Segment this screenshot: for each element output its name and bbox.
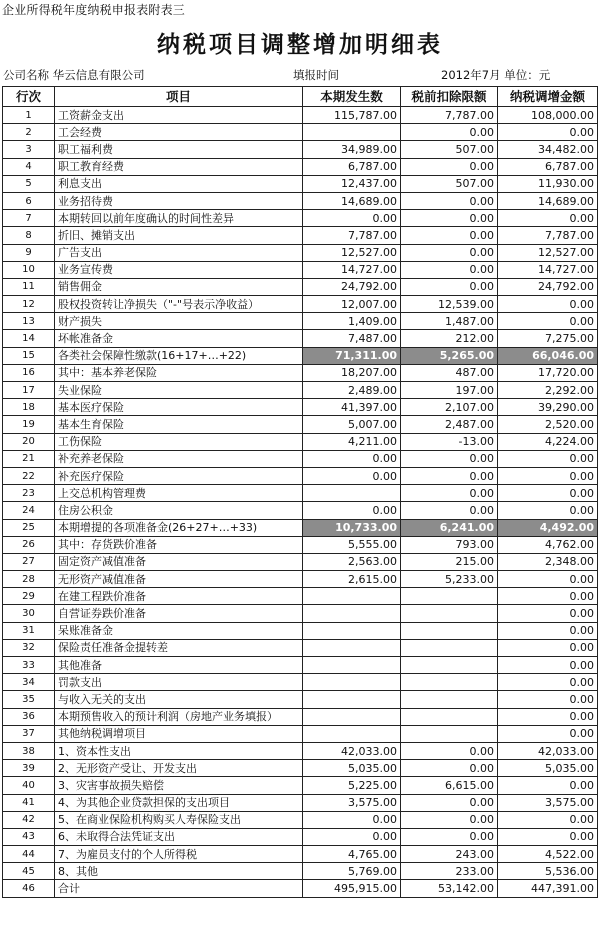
- table-row: [3, 639, 598, 656]
- row-amount: 41,397.00: [303, 399, 401, 416]
- row-limit: 7,787.00: [401, 107, 498, 124]
- table-row: [3, 244, 598, 261]
- table-row: [3, 880, 598, 897]
- table-row: [3, 124, 598, 141]
- row-seq: 6: [3, 192, 55, 209]
- row-seq: 3: [3, 141, 55, 158]
- row-adjust: 0.00: [498, 657, 598, 674]
- row-seq: 25: [3, 519, 55, 536]
- row-item: 失业保险: [55, 382, 303, 399]
- row-limit: 0.00: [401, 811, 498, 828]
- row-item: 本期预售收入的预计利润（房地产业务填报）: [55, 708, 303, 725]
- row-adjust: 2,292.00: [498, 382, 598, 399]
- table-row: [3, 467, 598, 484]
- row-adjust: 4,522.00: [498, 846, 598, 863]
- row-item: 3、灾害事故损失赔偿: [55, 777, 303, 794]
- table-row: [3, 210, 598, 227]
- row-item: 其他准备: [55, 657, 303, 674]
- row-limit: 0.00: [401, 502, 498, 519]
- row-seq: 4: [3, 158, 55, 175]
- table-row: [3, 553, 598, 570]
- row-item: 职工教育经费: [55, 158, 303, 175]
- row-seq: 23: [3, 485, 55, 502]
- row-amount: 0.00: [303, 811, 401, 828]
- col-header-limit: 税前扣除限额: [401, 87, 498, 107]
- row-adjust: 34,482.00: [498, 141, 598, 158]
- row-limit: 0.00: [401, 124, 498, 141]
- row-amount: 7,487.00: [303, 330, 401, 347]
- row-limit: 0.00: [401, 261, 498, 278]
- row-adjust: 3,575.00: [498, 794, 598, 811]
- row-adjust: 2,520.00: [498, 416, 598, 433]
- row-adjust: 7,787.00: [498, 227, 598, 244]
- row-adjust: 14,689.00: [498, 192, 598, 209]
- row-item: 销售佣金: [55, 278, 303, 295]
- table-row: [3, 175, 598, 192]
- row-amount: 2,615.00: [303, 571, 401, 588]
- row-limit: 53,142.00: [401, 880, 498, 897]
- row-limit: 12,539.00: [401, 296, 498, 313]
- col-header-item: 项目: [55, 87, 303, 107]
- row-adjust: 24,792.00: [498, 278, 598, 295]
- row-item: 坏帐准备金: [55, 330, 303, 347]
- row-amount: 2,563.00: [303, 553, 401, 570]
- row-seq: 30: [3, 605, 55, 622]
- row-seq: 32: [3, 639, 55, 656]
- table-row: [3, 760, 598, 777]
- row-adjust: 0.00: [498, 828, 598, 845]
- row-limit: 2,107.00: [401, 399, 498, 416]
- row-seq: 43: [3, 828, 55, 845]
- row-seq: 8: [3, 227, 55, 244]
- col-header-seq: 行次: [3, 87, 55, 107]
- row-item: 其中：基本养老保险: [55, 364, 303, 381]
- row-item: 2、无形资产受让、开发支出: [55, 760, 303, 777]
- col-header-adjust: 纳税调增金额: [498, 87, 598, 107]
- adjustment-table: [2, 86, 598, 898]
- row-item: 5、在商业保险机构购买人寿保险支出: [55, 811, 303, 828]
- row-seq: 18: [3, 399, 55, 416]
- row-seq: 13: [3, 313, 55, 330]
- row-item: 广告支出: [55, 244, 303, 261]
- row-seq: 21: [3, 450, 55, 467]
- row-limit: 0.00: [401, 192, 498, 209]
- row-seq: 31: [3, 622, 55, 639]
- row-adjust: 0.00: [498, 811, 598, 828]
- row-limit: [401, 674, 498, 691]
- row-limit: 6,241.00: [401, 519, 498, 536]
- row-limit: 5,233.00: [401, 571, 498, 588]
- row-limit: [401, 588, 498, 605]
- row-amount: [303, 622, 401, 639]
- row-amount: 495,915.00: [303, 880, 401, 897]
- row-adjust: 0.00: [498, 571, 598, 588]
- row-item: 职工福利费: [55, 141, 303, 158]
- row-limit: 233.00: [401, 863, 498, 880]
- table-row: [3, 846, 598, 863]
- row-seq: 44: [3, 846, 55, 863]
- row-adjust: 0.00: [498, 450, 598, 467]
- row-adjust: 0.00: [498, 708, 598, 725]
- row-limit: 197.00: [401, 382, 498, 399]
- table-row: [3, 794, 598, 811]
- row-seq: 29: [3, 588, 55, 605]
- row-seq: 10: [3, 261, 55, 278]
- table-row: [3, 485, 598, 502]
- row-adjust: 11,930.00: [498, 175, 598, 192]
- row-limit: 0.00: [401, 828, 498, 845]
- row-seq: 42: [3, 811, 55, 828]
- row-item: 基本生育保险: [55, 416, 303, 433]
- row-amount: 1,409.00: [303, 313, 401, 330]
- row-limit: [401, 708, 498, 725]
- row-limit: 2,487.00: [401, 416, 498, 433]
- row-item: 股权投资转让净损失（"-"号表示净收益）: [55, 296, 303, 313]
- row-limit: 0.00: [401, 227, 498, 244]
- row-adjust: 0.00: [498, 502, 598, 519]
- row-seq: 27: [3, 553, 55, 570]
- row-item: 与收入无关的支出: [55, 691, 303, 708]
- row-amount: 12,007.00: [303, 296, 401, 313]
- table-row: [3, 811, 598, 828]
- row-item: 8、其他: [55, 863, 303, 880]
- row-limit: 793.00: [401, 536, 498, 553]
- row-limit: 6,615.00: [401, 777, 498, 794]
- row-seq: 24: [3, 502, 55, 519]
- row-item: 工会经费: [55, 124, 303, 141]
- info-row: [0, 66, 600, 84]
- row-limit: 0.00: [401, 794, 498, 811]
- row-amount: [303, 605, 401, 622]
- row-limit: 0.00: [401, 278, 498, 295]
- table-row: [3, 828, 598, 845]
- row-adjust: 17,720.00: [498, 364, 598, 381]
- table-row: [3, 502, 598, 519]
- row-seq: 15: [3, 347, 55, 364]
- row-amount: 6,787.00: [303, 158, 401, 175]
- row-item: 无形资产减值准备: [55, 571, 303, 588]
- fill-time-label: 填报时间: [293, 68, 339, 82]
- row-adjust: 108,000.00: [498, 107, 598, 124]
- row-item: 各类社会保障性缴款(16+17+…+22): [55, 347, 303, 364]
- row-amount: 4,765.00: [303, 846, 401, 863]
- row-amount: 12,437.00: [303, 175, 401, 192]
- row-adjust: 42,033.00: [498, 742, 598, 759]
- row-limit: 5,265.00: [401, 347, 498, 364]
- row-amount: [303, 657, 401, 674]
- row-seq: 2: [3, 124, 55, 141]
- table-row: [3, 107, 598, 124]
- table-row: [3, 192, 598, 209]
- row-limit: 215.00: [401, 553, 498, 570]
- table-row: [3, 622, 598, 639]
- row-limit: [401, 605, 498, 622]
- row-amount: [303, 588, 401, 605]
- row-amount: 5,035.00: [303, 760, 401, 777]
- row-adjust: 0.00: [498, 605, 598, 622]
- table-row: [3, 330, 598, 347]
- table-row: [3, 519, 598, 536]
- table-row: [3, 450, 598, 467]
- row-adjust: 2,348.00: [498, 553, 598, 570]
- row-amount: 7,787.00: [303, 227, 401, 244]
- row-adjust: 4,224.00: [498, 433, 598, 450]
- row-seq: 7: [3, 210, 55, 227]
- row-seq: 37: [3, 725, 55, 742]
- row-limit: 507.00: [401, 175, 498, 192]
- row-seq: 26: [3, 536, 55, 553]
- row-item: 工资薪金支出: [55, 107, 303, 124]
- row-amount: 12,527.00: [303, 244, 401, 261]
- row-limit: 0.00: [401, 450, 498, 467]
- row-item: 业务宣传费: [55, 261, 303, 278]
- table-row: [3, 605, 598, 622]
- row-adjust: 66,046.00: [498, 347, 598, 364]
- table-header-row: [3, 87, 598, 107]
- row-limit: 0.00: [401, 210, 498, 227]
- row-seq: 41: [3, 794, 55, 811]
- table-row: [3, 399, 598, 416]
- row-amount: 14,689.00: [303, 192, 401, 209]
- row-seq: 11: [3, 278, 55, 295]
- row-amount: 0.00: [303, 467, 401, 484]
- row-seq: 1: [3, 107, 55, 124]
- row-seq: 17: [3, 382, 55, 399]
- table-row: [3, 588, 598, 605]
- row-amount: 0.00: [303, 450, 401, 467]
- row-adjust: 5,536.00: [498, 863, 598, 880]
- row-item: 利息支出: [55, 175, 303, 192]
- row-seq: 35: [3, 691, 55, 708]
- table-row: [3, 382, 598, 399]
- company-name: 公司名称 华云信息有限公司: [3, 68, 145, 82]
- row-adjust: 0.00: [498, 210, 598, 227]
- table-row: [3, 536, 598, 553]
- row-item: 上交总机构管理费: [55, 485, 303, 502]
- row-item: 本期增提的各项准备金(26+27+…+33): [55, 519, 303, 536]
- row-limit: 0.00: [401, 158, 498, 175]
- row-item: 自营证券跌价准备: [55, 605, 303, 622]
- row-item: 呆账准备金: [55, 622, 303, 639]
- table-row: [3, 777, 598, 794]
- row-limit: [401, 725, 498, 742]
- row-adjust: 39,290.00: [498, 399, 598, 416]
- row-adjust: 0.00: [498, 467, 598, 484]
- row-item: 4、为其他企业贷款担保的支出项目: [55, 794, 303, 811]
- row-item: 1、资本性支出: [55, 742, 303, 759]
- table-row: [3, 433, 598, 450]
- row-adjust: 0.00: [498, 485, 598, 502]
- row-adjust: 0.00: [498, 777, 598, 794]
- row-item: 财产损失: [55, 313, 303, 330]
- row-adjust: 4,762.00: [498, 536, 598, 553]
- row-adjust: 12,527.00: [498, 244, 598, 261]
- row-amount: 24,792.00: [303, 278, 401, 295]
- row-item: 基本医疗保险: [55, 399, 303, 416]
- col-header-amount: 本期发生数: [303, 87, 401, 107]
- table-row: [3, 227, 598, 244]
- row-amount: [303, 124, 401, 141]
- row-seq: 9: [3, 244, 55, 261]
- row-seq: 36: [3, 708, 55, 725]
- row-amount: 18,207.00: [303, 364, 401, 381]
- row-seq: 20: [3, 433, 55, 450]
- row-adjust: 0.00: [498, 296, 598, 313]
- row-limit: 0.00: [401, 244, 498, 261]
- row-amount: 0.00: [303, 210, 401, 227]
- row-adjust: 0.00: [498, 725, 598, 742]
- row-adjust: 447,391.00: [498, 880, 598, 897]
- row-item: 固定资产减值准备: [55, 553, 303, 570]
- row-amount: 115,787.00: [303, 107, 401, 124]
- row-seq: 28: [3, 571, 55, 588]
- table-row: [3, 657, 598, 674]
- row-seq: 40: [3, 777, 55, 794]
- row-limit: [401, 622, 498, 639]
- row-amount: [303, 674, 401, 691]
- row-amount: 34,989.00: [303, 141, 401, 158]
- table-row: [3, 708, 598, 725]
- row-seq: 22: [3, 467, 55, 484]
- row-amount: [303, 691, 401, 708]
- row-seq: 45: [3, 863, 55, 880]
- row-seq: 12: [3, 296, 55, 313]
- row-amount: 42,033.00: [303, 742, 401, 759]
- row-item: 在建工程跌价准备: [55, 588, 303, 605]
- row-adjust: 5,035.00: [498, 760, 598, 777]
- row-limit: 243.00: [401, 846, 498, 863]
- row-item: 折旧、摊销支出: [55, 227, 303, 244]
- row-limit: [401, 691, 498, 708]
- row-seq: 14: [3, 330, 55, 347]
- row-limit: -13.00: [401, 433, 498, 450]
- row-amount: 10,733.00: [303, 519, 401, 536]
- table-row: [3, 691, 598, 708]
- row-seq: 34: [3, 674, 55, 691]
- row-amount: 71,311.00: [303, 347, 401, 364]
- row-amount: 4,211.00: [303, 433, 401, 450]
- row-limit: [401, 639, 498, 656]
- table-row: [3, 571, 598, 588]
- table-row: [3, 674, 598, 691]
- row-adjust: 7,275.00: [498, 330, 598, 347]
- table-row: [3, 313, 598, 330]
- period-unit: 2012年7月 单位：元: [441, 68, 551, 82]
- table-row: [3, 863, 598, 880]
- table-row: [3, 725, 598, 742]
- row-adjust: 0.00: [498, 124, 598, 141]
- row-item: 工伤保险: [55, 433, 303, 450]
- row-amount: 0.00: [303, 502, 401, 519]
- row-seq: 16: [3, 364, 55, 381]
- table-row: [3, 261, 598, 278]
- row-adjust: 0.00: [498, 639, 598, 656]
- row-limit: 212.00: [401, 330, 498, 347]
- row-amount: [303, 639, 401, 656]
- row-item: 其他纳税调增项目: [55, 725, 303, 742]
- row-adjust: 4,492.00: [498, 519, 598, 536]
- row-seq: 38: [3, 742, 55, 759]
- row-amount: 14,727.00: [303, 261, 401, 278]
- row-adjust: 0.00: [498, 313, 598, 330]
- row-amount: 5,555.00: [303, 536, 401, 553]
- row-item: 本期转回以前年度确认的时间性差异: [55, 210, 303, 227]
- row-seq: 33: [3, 657, 55, 674]
- table-row: [3, 278, 598, 295]
- row-adjust: 0.00: [498, 588, 598, 605]
- row-item: 合计: [55, 880, 303, 897]
- table-row: [3, 141, 598, 158]
- row-item: 6、未取得合法凭证支出: [55, 828, 303, 845]
- row-item: 补充医疗保险: [55, 467, 303, 484]
- row-amount: 2,489.00: [303, 382, 401, 399]
- table-row: [3, 158, 598, 175]
- table-row: [3, 416, 598, 433]
- row-amount: [303, 708, 401, 725]
- row-limit: 0.00: [401, 467, 498, 484]
- row-amount: 5,007.00: [303, 416, 401, 433]
- row-item: 住房公积金: [55, 502, 303, 519]
- row-item: 补充养老保险: [55, 450, 303, 467]
- table-row: [3, 742, 598, 759]
- table-row: [3, 296, 598, 313]
- row-adjust: 0.00: [498, 674, 598, 691]
- row-limit: 507.00: [401, 141, 498, 158]
- row-limit: 487.00: [401, 364, 498, 381]
- row-seq: 46: [3, 880, 55, 897]
- row-amount: 5,225.00: [303, 777, 401, 794]
- row-seq: 39: [3, 760, 55, 777]
- row-limit: 0.00: [401, 760, 498, 777]
- row-amount: 5,769.00: [303, 863, 401, 880]
- row-amount: [303, 485, 401, 502]
- row-amount: [303, 725, 401, 742]
- row-limit: [401, 657, 498, 674]
- row-item: 业务招待费: [55, 192, 303, 209]
- form-caption: 企业所得税年度纳税申报表附表三: [2, 3, 186, 17]
- row-item: 罚款支出: [55, 674, 303, 691]
- row-adjust: 0.00: [498, 622, 598, 639]
- row-item: 其中：存货跌价准备: [55, 536, 303, 553]
- row-limit: 0.00: [401, 485, 498, 502]
- row-amount: 3,575.00: [303, 794, 401, 811]
- row-seq: 5: [3, 175, 55, 192]
- row-adjust: 0.00: [498, 691, 598, 708]
- table-row: [3, 347, 598, 364]
- row-adjust: 14,727.00: [498, 261, 598, 278]
- row-item: 7、为雇员支付的个人所得税: [55, 846, 303, 863]
- table-row: [3, 364, 598, 381]
- row-item: 保险责任准备金提转差: [55, 639, 303, 656]
- row-limit: 0.00: [401, 742, 498, 759]
- row-amount: 0.00: [303, 828, 401, 845]
- row-seq: 19: [3, 416, 55, 433]
- row-limit: 1,487.00: [401, 313, 498, 330]
- row-adjust: 6,787.00: [498, 158, 598, 175]
- page-title: 纳税项目调整增加明细表: [157, 32, 443, 58]
